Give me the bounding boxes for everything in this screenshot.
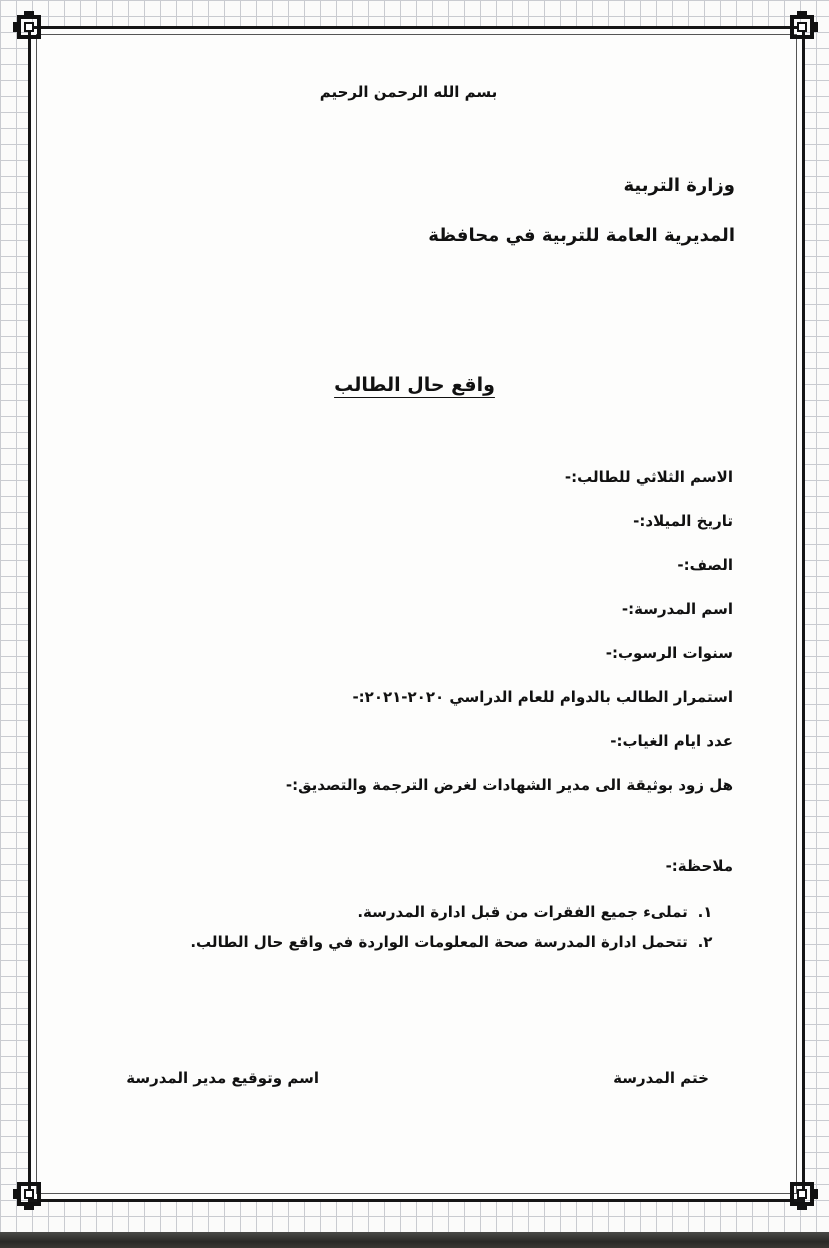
corner-ornament-icon (12, 10, 46, 44)
corner-ornament-icon (12, 1177, 46, 1211)
note-text: تتحمل ادارة المدرسة صحة المعلومات الواردة في واقع حال الطالب. (190, 933, 688, 951)
field-school-name: اسم المدرسة:- (621, 600, 733, 618)
field-attendance-continuation: استمرار الطالب بالدوام للعام الدراسي ٢٠٢٠-٢٠٢١:- (352, 688, 733, 706)
field-birth-date: تاريخ الميلاد:- (633, 512, 733, 530)
field-failed-years: سنوات الرسوب:- (605, 644, 733, 662)
note-text: تملىء جميع الفقرات من قبل ادارة المدرسة. (357, 903, 688, 921)
field-certificate-document: هل زود بوثيقة الى مدير الشهادات لغرض الترجمة والتصديق:- (285, 776, 733, 794)
note-number: ٢. (697, 933, 713, 951)
note-item (190, 933, 717, 951)
corner-ornament-icon (785, 1177, 819, 1211)
ministry-name: وزارة التربية (623, 175, 735, 196)
school-stamp-label: ختم المدرسة (613, 1069, 709, 1087)
field-student-full-name: الاسم الثلاثي للطالب:- (564, 468, 733, 486)
note-item (357, 903, 717, 921)
document-title: واقع حال الطالب (334, 374, 495, 396)
field-class: الصف:- (677, 556, 733, 574)
notes-heading: ملاحظة:- (665, 857, 733, 875)
note-number: ١. (697, 903, 713, 921)
field-absence-days: عدد ايام الغياب:- (610, 732, 733, 750)
corner-ornament-icon (785, 10, 819, 44)
basmala: بسم الله الرحمن الرحيم (319, 83, 498, 101)
desk-background-strip (0, 1232, 829, 1248)
principal-signature-label: اسم وتوقيع مدير المدرسة (126, 1069, 319, 1087)
directorate-name: المديرية العامة للتربية في محافظة (428, 225, 735, 246)
